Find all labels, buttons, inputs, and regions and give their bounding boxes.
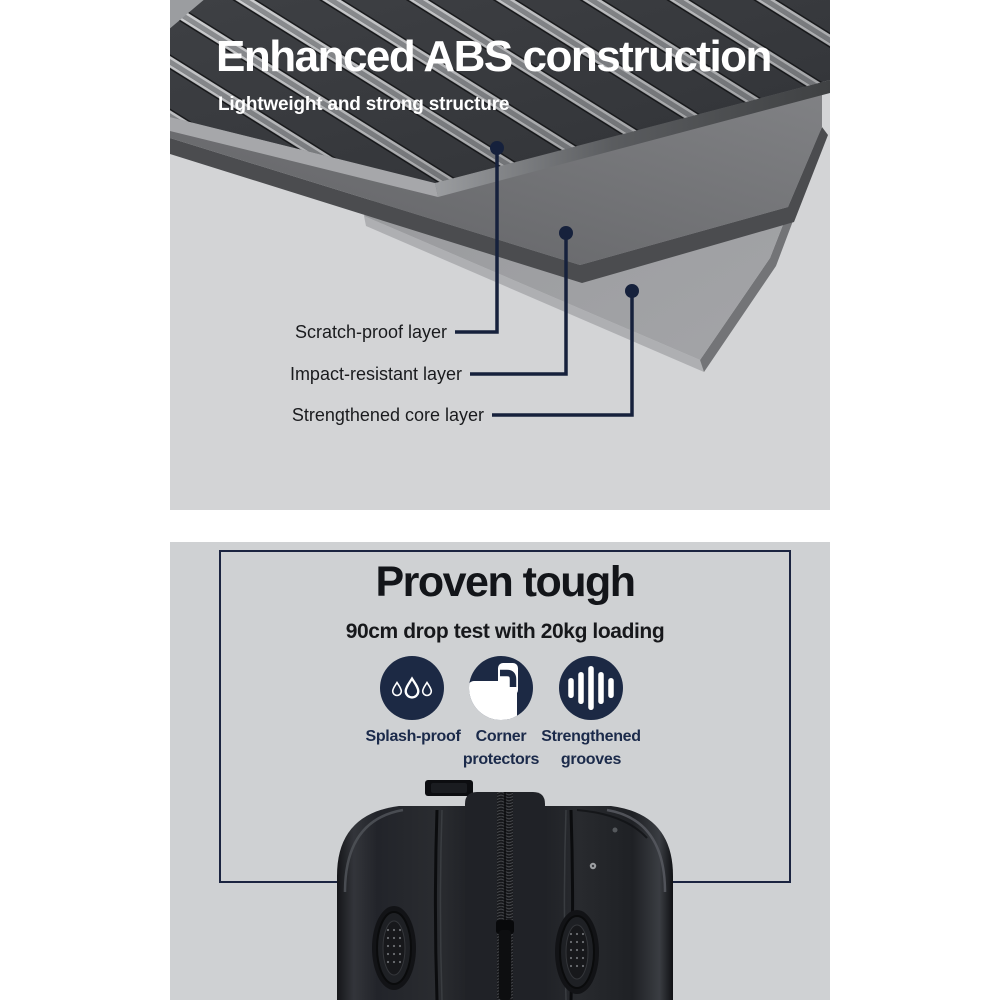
top-title: Enhanced ABS construction [216, 32, 771, 81]
feature-label-strengthened-grooves: Strengthened grooves [541, 728, 641, 768]
suitcase-image [325, 780, 685, 1000]
top-subtitle: Lightweight and strong structure [218, 94, 510, 115]
corner-protector-icon [469, 656, 533, 720]
proven-tough-panel [170, 542, 830, 1000]
grooves-icon [559, 656, 623, 720]
bottom-subtitle: 90cm drop test with 20kg loading [345, 620, 665, 643]
callout-label-strengthened-core: Strengthened core layer [291, 405, 484, 425]
bumper-right [555, 910, 599, 994]
water-drops-icon [380, 656, 444, 720]
callout-label-scratch-proof: Scratch-proof layer [294, 322, 447, 342]
bumper-left [372, 906, 416, 990]
bottom-title: Proven tough [375, 558, 635, 606]
callout-label-impact-resistant: Impact-resistant layer [289, 364, 462, 384]
feature-label-corner-protectors: Corner protectors [462, 728, 540, 768]
feature-label-splash-proof: Splash-proof [365, 728, 461, 745]
abs-construction-panel [170, 0, 830, 510]
